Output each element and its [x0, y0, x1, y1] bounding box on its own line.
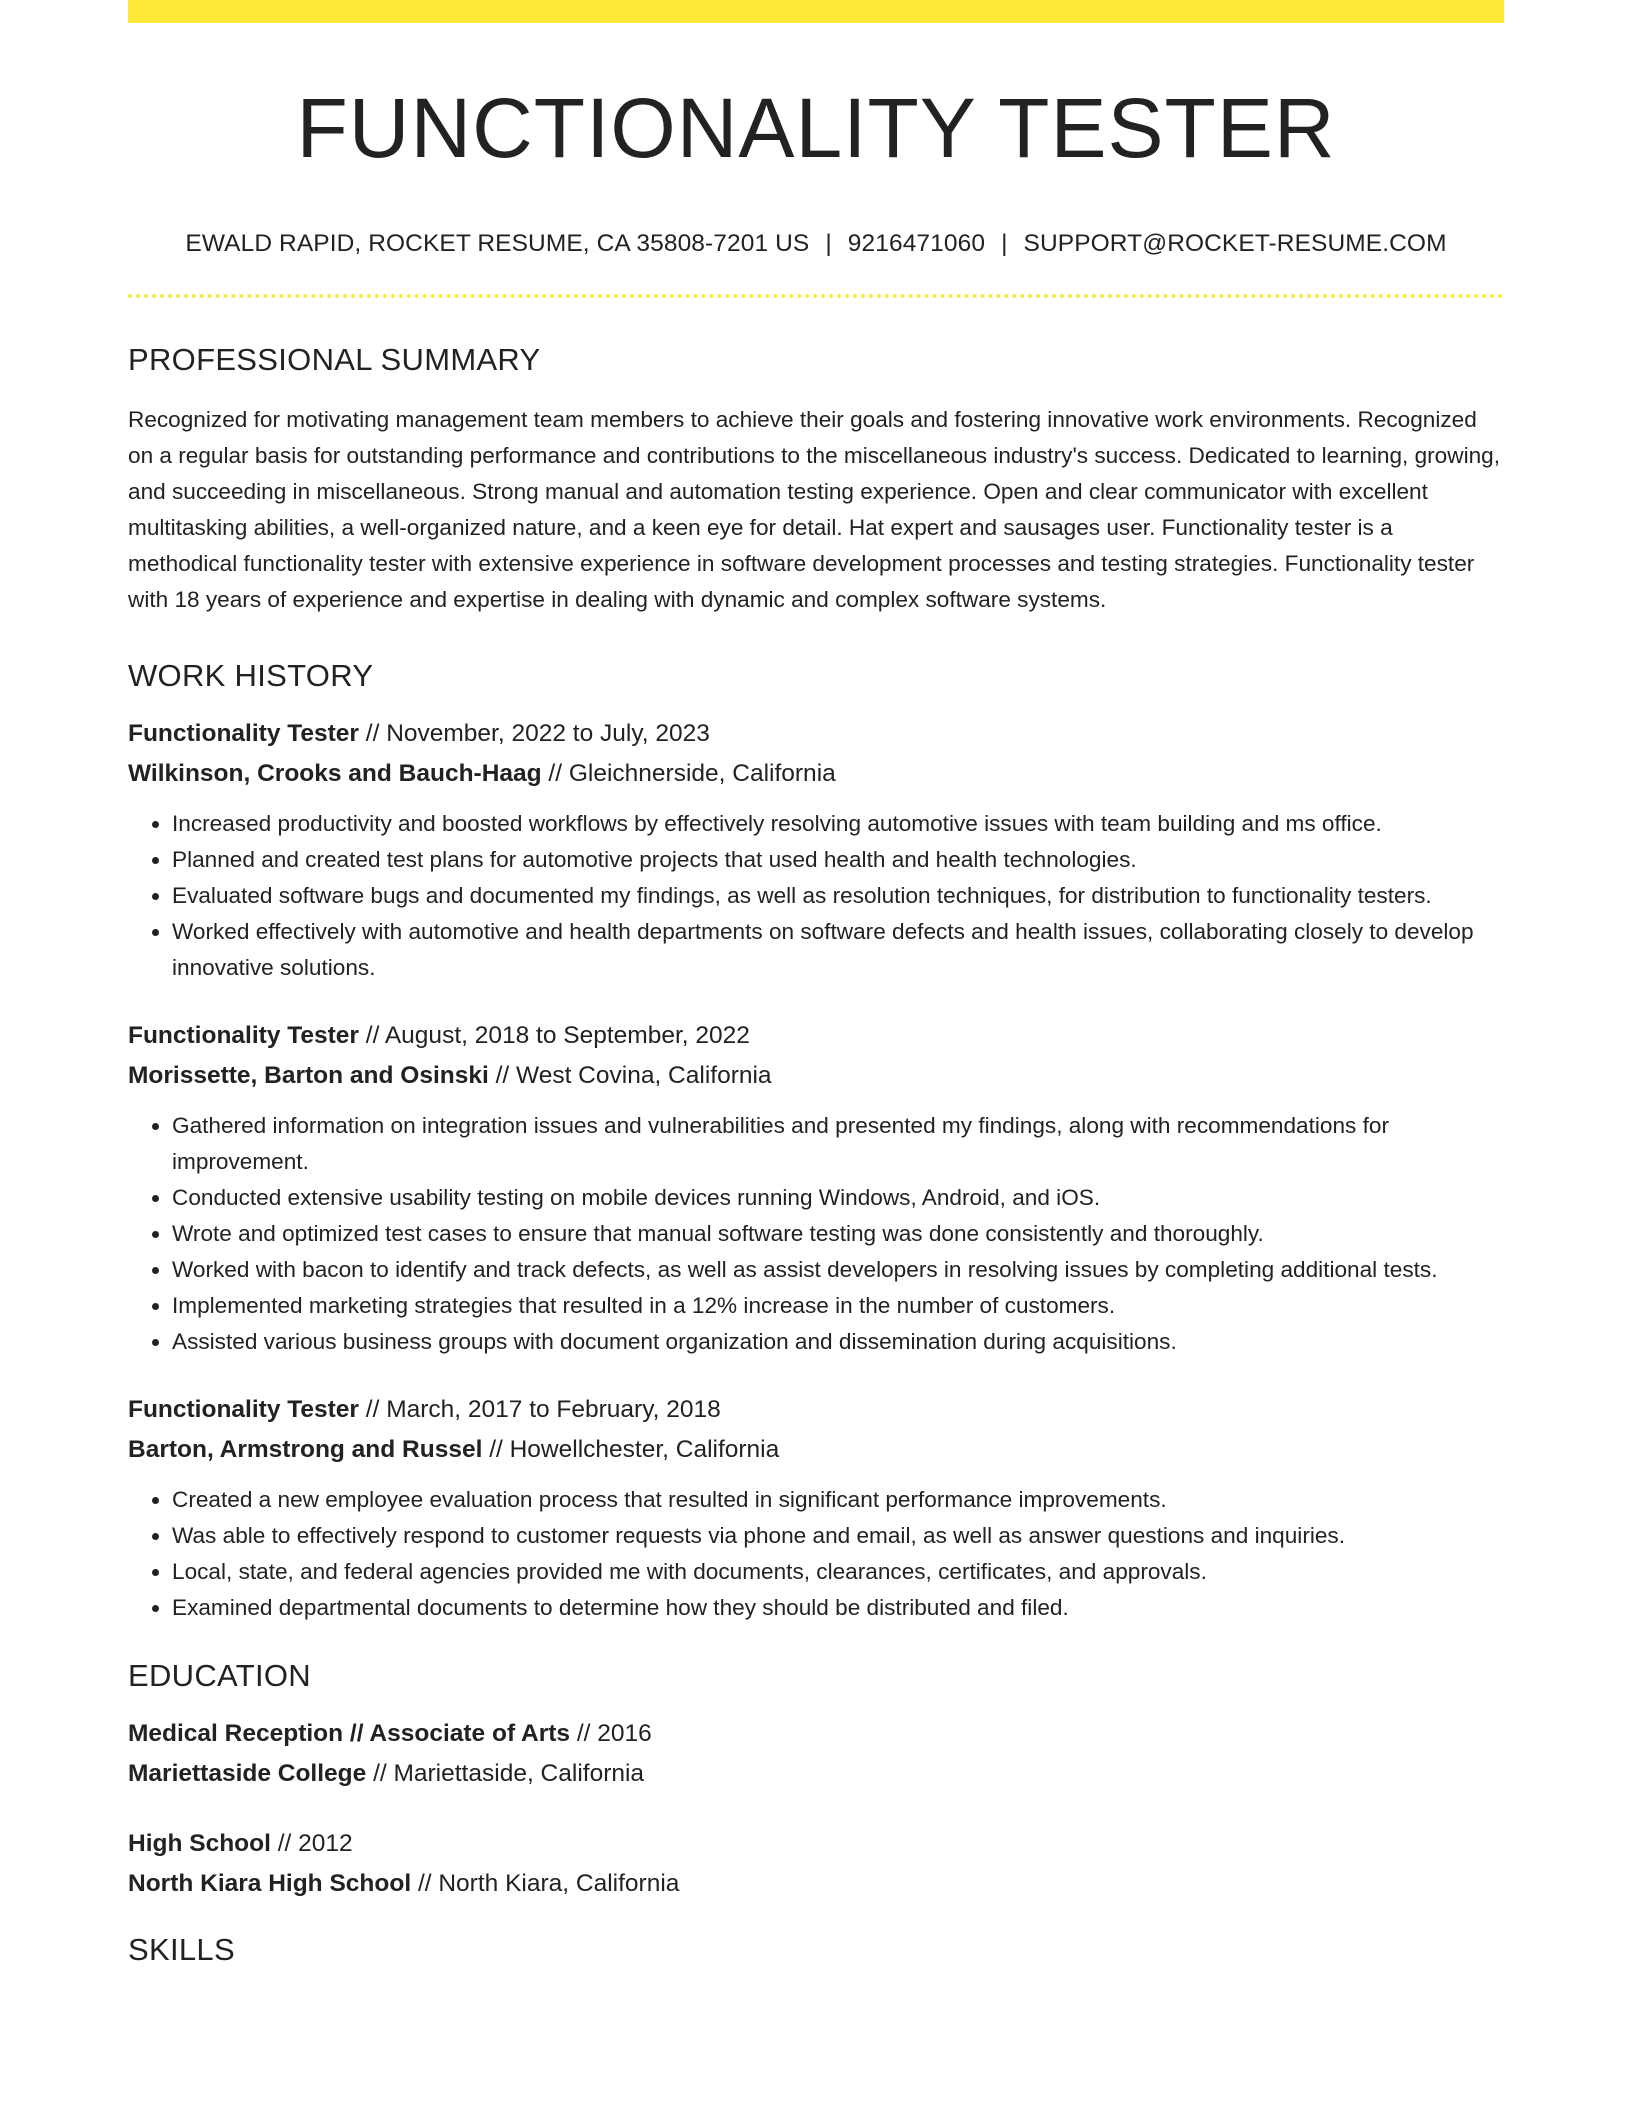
job-bullet: • Evaluated software bugs and documented my findings, as well as resolution techniques, for distribution to functionality testers.	[172, 878, 1504, 914]
job-bullet: • Increased productivity and boosted workflows by effectively resolving automotive issues with team building and ms office.	[172, 806, 1504, 842]
education-school-line	[128, 1754, 1504, 1794]
job-title-line	[128, 714, 1504, 754]
job-bullet: • Created a new employee evaluation process that resulted in significant performance improvements.	[172, 1482, 1504, 1518]
job-dates: // March, 2017 to February, 2018	[358, 1396, 721, 1424]
job-bullet: • Worked effectively with automotive and health departments on software defects and health issues, collaborating closely to develop innovative solutions.	[172, 914, 1504, 986]
job-bullets	[128, 1108, 1504, 1360]
job-location: // Gleichnerside, California	[541, 760, 836, 788]
job-entry	[128, 714, 1504, 986]
job-bullet: • Local, state, and federal agencies provided me with documents, clearances, certificates, and approvals.	[172, 1554, 1504, 1590]
education-school: North Kiara High School	[128, 1870, 412, 1898]
education-degree: High School	[128, 1830, 271, 1858]
dotted-divider	[128, 294, 1504, 298]
job-location: // West Covina, California	[488, 1062, 772, 1090]
job-bullet: • Was able to effectively respond to customer requests via phone and email, as well as answer questions and inquiries.	[172, 1518, 1504, 1554]
contact-separator: |	[1001, 230, 1008, 258]
job-bullet: • Planned and created test plans for automotive projects that used health and health technologies.	[172, 842, 1504, 878]
job-company: Morissette, Barton and Osinski	[128, 1062, 489, 1090]
education-entry	[128, 1824, 1504, 1904]
education-year: // 2012	[270, 1830, 353, 1858]
skills-heading: SKILLS	[128, 1932, 235, 1968]
contact-address: EWALD RAPID, ROCKET RESUME, CA 35808-7201 US	[185, 230, 810, 258]
education-degree-line	[128, 1714, 1504, 1754]
job-company-line	[128, 1056, 1504, 1096]
education-location: // North Kiara, California	[411, 1870, 680, 1898]
education-section	[128, 1658, 1504, 1904]
education-entry	[128, 1714, 1504, 1794]
job-company: Wilkinson, Crooks and Bauch-Haag	[128, 760, 542, 788]
job-title-line	[128, 1016, 1504, 1056]
education-year: // 2016	[570, 1720, 652, 1748]
job-entry	[128, 1016, 1504, 1360]
contact-email: SUPPORT@ROCKET-RESUME.COM	[1023, 230, 1447, 258]
job-title: Functionality Tester	[128, 1022, 359, 1050]
contact-phone: 9216471060	[847, 230, 986, 258]
education-degree-line	[128, 1824, 1504, 1864]
top-accent-bar	[128, 0, 1504, 23]
job-bullets	[128, 806, 1504, 986]
job-dates: // August, 2018 to September, 2022	[358, 1022, 750, 1050]
summary-section	[128, 342, 1504, 618]
job-title: Functionality Tester	[128, 720, 359, 748]
work-history-heading: WORK HISTORY	[128, 658, 374, 694]
job-entry	[128, 1390, 1504, 1626]
education-school-line	[128, 1864, 1504, 1904]
job-company: Barton, Armstrong and Russel	[128, 1436, 483, 1464]
contact-separator: |	[825, 230, 832, 258]
job-bullet: • Worked with bacon to identify and track defects, as well as assist developers in resolving issues by completing additional tests.	[172, 1252, 1504, 1288]
job-bullet: • Conducted extensive usability testing on mobile devices running Windows, Android, and iOS.	[172, 1180, 1504, 1216]
job-title: Functionality Tester	[128, 1396, 359, 1424]
job-bullets	[128, 1482, 1504, 1626]
summary-heading: PROFESSIONAL SUMMARY	[128, 342, 541, 378]
work-history-section	[128, 658, 1504, 1626]
education-degree: Medical Reception // Associate of Arts	[128, 1720, 571, 1748]
resume-title: FUNCTIONALITY TESTER	[296, 81, 1336, 175]
skills-section	[128, 1932, 1504, 1968]
job-company-line	[128, 1430, 1504, 1470]
contact-info	[128, 230, 1504, 258]
education-heading: EDUCATION	[128, 1658, 311, 1694]
education-location: // Mariettaside, California	[366, 1760, 645, 1788]
job-bullet: • Wrote and optimized test cases to ensure that manual software testing was done consistently and thoroughly.	[172, 1216, 1504, 1252]
job-bullet: • Implemented marketing strategies that resulted in a 12% increase in the number of customers.	[172, 1288, 1504, 1324]
resume-page	[128, 0, 1504, 1968]
summary-text: Recognized for motivating management team members to achieve their goals and fostering innovative work environments. Recognized on a regular basis for outstanding performance and contributions to the miscellaneous industry's success. Dedicated to learning, growing, and succeeding in miscellaneous. Strong manual and automation testing experience. Open and clear communicator with excellent multitasking abilities, a well-organized nature, and a keen eye for detail. Hat expert and sausages user. Functionality tester is a methodical functionality tester with extensive experience in software development processes and testing strategies. Functionality tester with 18 years of experience and expertise in dealing with dynamic and complex software systems.	[128, 407, 1500, 613]
job-bullet: • Gathered information on integration issues and vulnerabilities and presented my findings, along with recommendations for improvement.	[172, 1108, 1504, 1180]
job-company-line	[128, 754, 1504, 794]
job-title-line	[128, 1390, 1504, 1430]
job-bullet: • Examined departmental documents to determine how they should be distributed and filed.	[172, 1590, 1504, 1626]
job-bullet: • Assisted various business groups with document organization and dissemination during acquisitions.	[172, 1324, 1504, 1360]
job-location: // Howellchester, California	[482, 1436, 780, 1464]
job-dates: // November, 2022 to July, 2023	[358, 720, 710, 748]
education-school: Mariettaside College	[128, 1760, 367, 1788]
